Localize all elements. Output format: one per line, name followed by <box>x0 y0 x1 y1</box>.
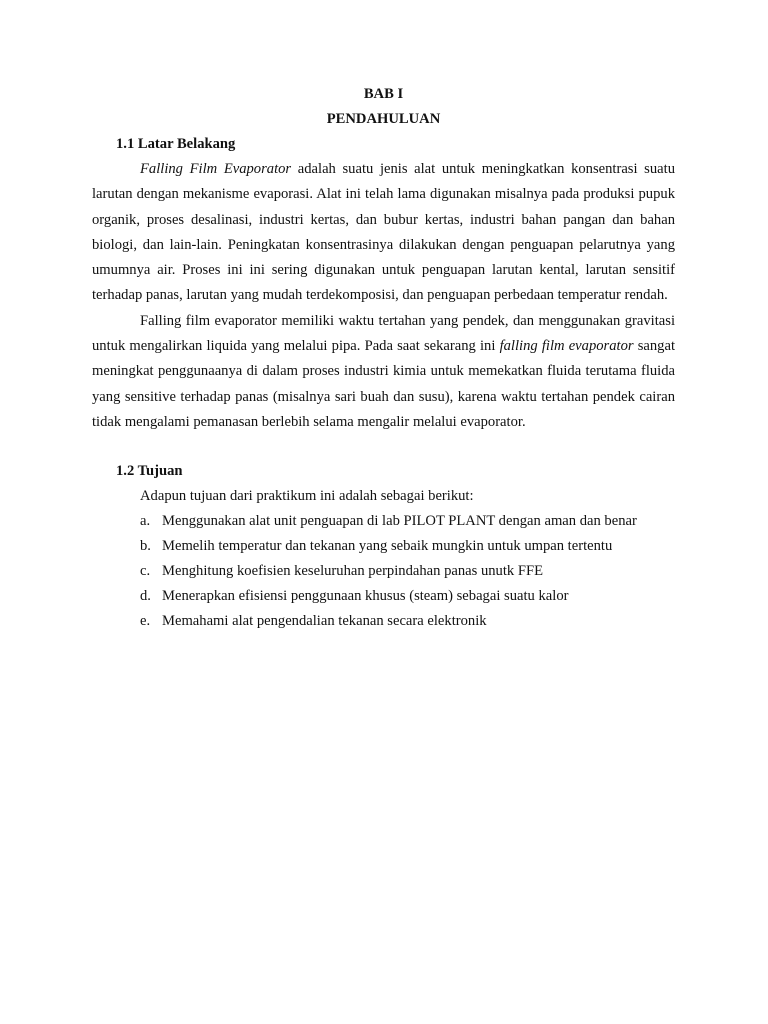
list-item-text: Menghitung koefisien keseluruhan perpindahan panas unutk FFE <box>162 563 543 580</box>
chapter-number: BAB I <box>363 86 404 102</box>
list-marker: b. <box>140 538 151 555</box>
tujuan-list <box>92 509 675 634</box>
tujuan-intro: Adapun tujuan dari praktikum ini adalah sebagai berikut: <box>140 488 474 505</box>
section-gap <box>92 435 675 459</box>
list-item-text: Memelih temperatur dan tekanan yang sebaik mungkin untuk umpan tertentu <box>162 538 613 555</box>
paragraph-2-text-a: Falling film evaporator memiliki waktu tertahan yang pendek, dan menggunakan gravitasi untuk mengalirkan liquida yang melalui pipa. Pada saat sekarang ini <box>92 312 675 355</box>
list-item <box>140 609 675 634</box>
chapter-title: PENDAHULUAN <box>326 111 441 127</box>
list-item <box>140 559 675 584</box>
section-heading-latar-belakang: 1.1 Latar Belakang <box>116 136 236 152</box>
paragraph-2-text-b: sangat meningkat penggunaanya di dalam proses industri kimia untuk memekatkan fluida terutama fluida yang sensitive terhadap panas (misalnya sari buah dan susu), karena waktu tertahan pendek cairan tidak mengalami pemanasan berlebih selama mengalir melalui evaporator. <box>92 338 676 430</box>
list-item <box>140 509 675 534</box>
paragraph-1-italic-term: Falling Film Evaporator <box>140 161 292 177</box>
list-marker: a. <box>140 513 151 530</box>
paragraph-1-text: adalah suatu jenis alat untuk meningkatkan konsentrasi suatu larutan dengan mekanisme evaporasi. Alat ini telah lama digunakan misalnya pada produksi pupuk organik, proses desalinasi, industri kertas, dan bubur kertas, industri bahan pangan dan bahan biologi, dan lain-lain. Peningkatan konsentrasinya dilakukan dengan penguapan pelarutnya yang umumnya air. Proses ini ini sering digunakan untuk penguapan larutan kental, larutan sensitif terhadap panas, larutan yang mudah terdekomposisi, dan penguapan perbedaan temperatur rendah. <box>92 161 675 304</box>
list-item-text: Menggunakan alat unit penguapan di lab PILOT PLANT dengan aman dan benar <box>162 513 637 530</box>
list-marker: c. <box>140 563 151 580</box>
section-heading-tujuan: 1.2 Tujuan <box>116 463 183 480</box>
list-marker: e. <box>140 613 151 630</box>
list-marker: d. <box>140 588 151 605</box>
paragraph-1 <box>92 157 675 309</box>
list-item <box>140 584 675 609</box>
list-item <box>140 534 675 559</box>
list-item-text: Memahami alat pengendalian tekanan secara elektronik <box>162 613 487 630</box>
paragraph-2-italic-term: falling film evaporator <box>499 338 634 355</box>
list-item-text: Menerapkan efisiensi penggunaan khusus (steam) sebagai suatu kalor <box>162 588 569 605</box>
paragraph-2 <box>92 309 675 435</box>
document-page <box>92 82 675 634</box>
